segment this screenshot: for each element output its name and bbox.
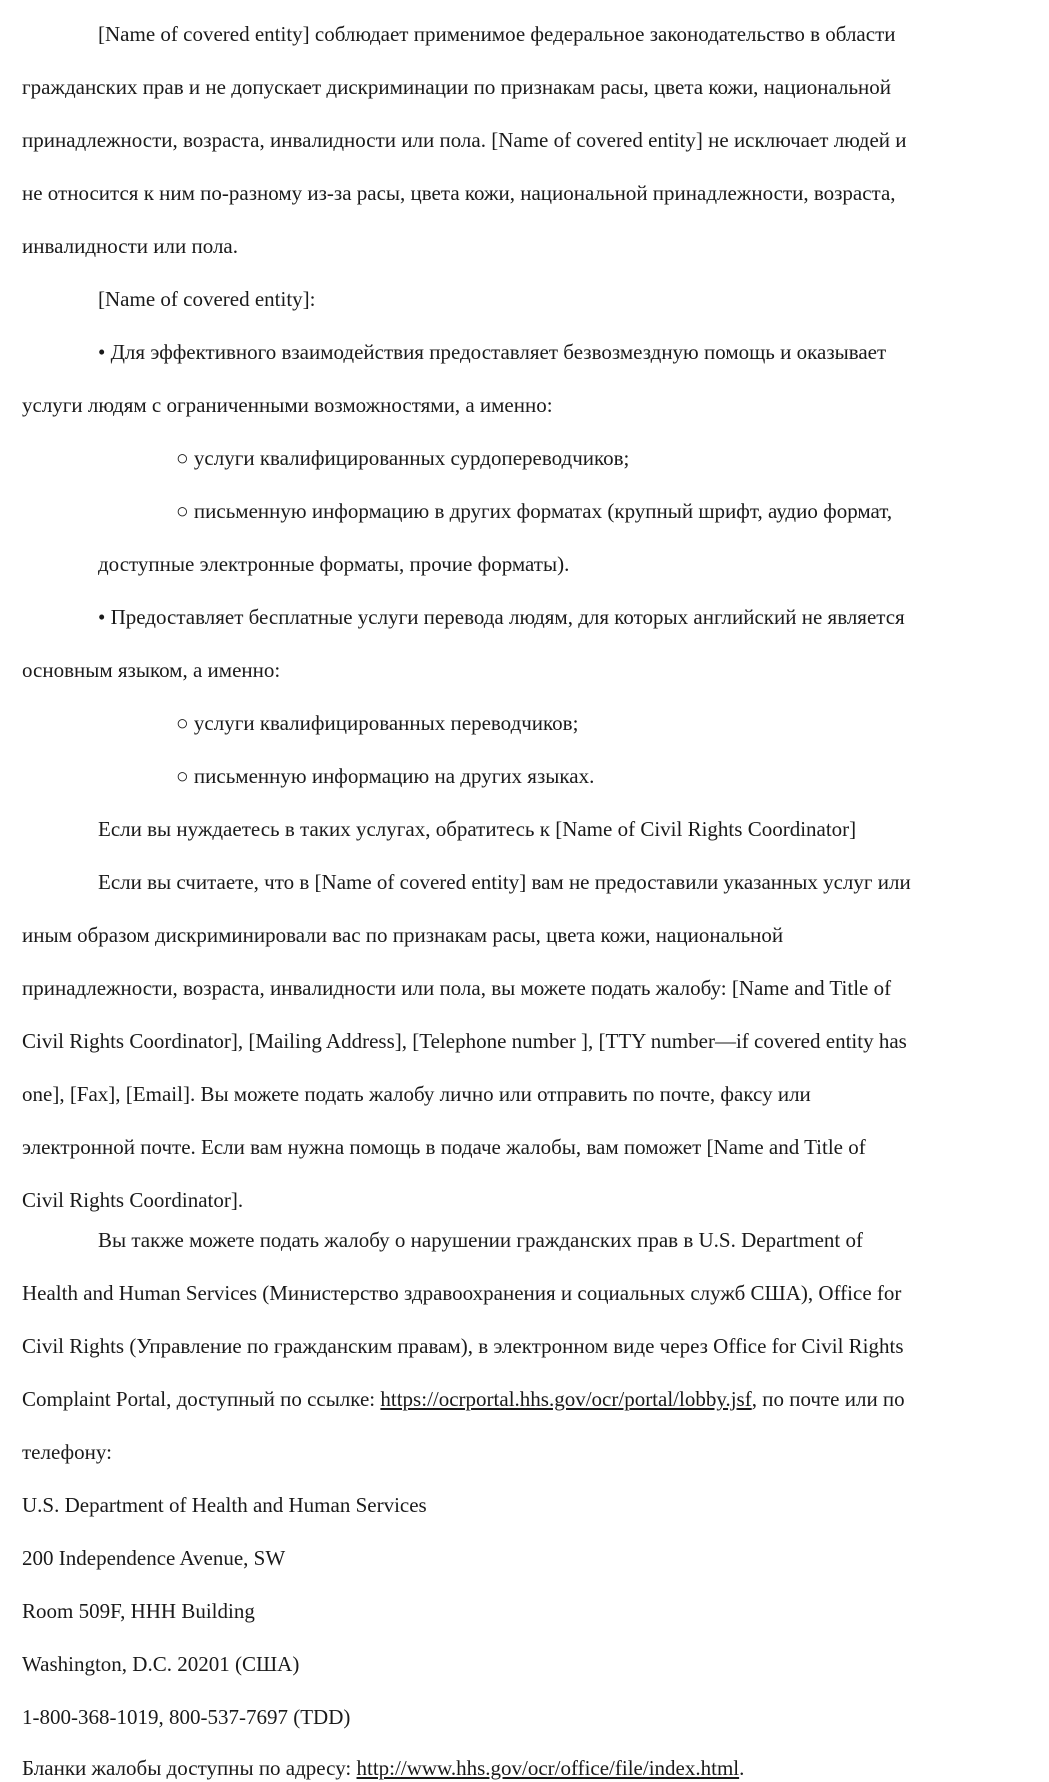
bullet1-line: • Для эффективного взаимодействия предоставляет безвозмездную помощь и оказывает [98,340,887,364]
address-line: 200 Independence Avenue, SW [22,1546,286,1570]
address-line: Washington, D.C. 20201 (США) [22,1652,300,1676]
bullet1-line: услуги людям с ограниченными возможностями, а именно: [22,393,553,417]
para1-line: не относится к ним по-разному из-за расы, цвета кожи, национальной принадлежности, возраста, [22,181,896,205]
address-line: U.S. Department of Health and Human Services [22,1493,427,1517]
complaint-line: иным образом дискриминировали вас по признакам расы, цвета кожи, национальной [22,923,784,947]
para1-line: принадлежности, возраста, инвалидности или пола. [Name of covered entity] не исключает людей и [22,128,907,152]
hhs-line: Вы также можете подать жалобу о нарушении гражданских прав в U.S. Department of [98,1228,863,1252]
complaint-line: Civil Rights Coordinator], [Mailing Address], [Telephone number ], [TTY number—if covered entity has [22,1029,907,1053]
complaint-line: one], [Fax], [Email]. Вы можете подать жалобу лично или отправить по почте, факсу или [22,1082,811,1106]
portal-link[interactable]: https://ocrportal.hhs.gov/ocr/portal/lobby.jsf [380,1387,752,1411]
bullet2-line: основным языком, а именно: [22,658,281,682]
bullet1-sub-item: ○ услуги квалифицированных сурдопереводчиков; [176,446,630,470]
bullet2-line: • Предоставляет бесплатные услуги перевода людям, для которых английский не является [98,605,905,629]
hhs-line: Civil Rights (Управление по гражданским правам), в электронном виде через Office for Civil Rights [22,1334,904,1358]
entity-label: [Name of covered entity]: [98,287,316,311]
para1-line: [Name of covered entity] соблюдает применимое федеральное законодательство в области [98,22,896,46]
bullet1-sub-item-cont: доступные электронные форматы, прочие форматы). [98,552,570,576]
complaint-line: Civil Rights Coordinator]. [22,1188,244,1212]
bullet2-sub-item: ○ услуги квалифицированных переводчиков; [176,711,579,735]
hhs-line: Health and Human Services (Министерство здравоохранения и социальных служб США), Office for [22,1281,902,1305]
forms-prefix: Бланки жалобы доступны по адресу: [22,1756,357,1780]
complaint-line: электронной почте. Если вам нужна помощь в подаче жалобы, вам поможет [Name and Title of [22,1135,866,1159]
bullet2-sub-item: ○ письменную информацию на других языках. [176,764,595,788]
complaint-line: Если вы считаете, что в [Name of covered entity] вам не предоставили указанных услуг или [98,870,911,894]
portal-line [22,1386,905,1412]
para1-line: инвалидности или пола. [22,234,238,258]
portal-last-line: телефону: [22,1440,112,1464]
portal-suffix: , по почте или по [751,1387,905,1411]
forms-link[interactable]: http://www.hhs.gov/ocr/office/file/index.html [356,1756,740,1780]
portal-prefix: Complaint Portal, доступный по ссылке: [22,1387,381,1411]
complaint-line: принадлежности, возраста, инвалидности или пола, вы можете подать жалобу: [Name and Title of [22,976,892,1000]
address-line: Room 509F, HHH Building [22,1599,255,1623]
contact-line: Если вы нуждаетесь в таких услугах, обратитесь к [Name of Civil Rights Coordinator] [98,817,857,841]
bullet1-sub-item: ○ письменную информацию в других форматах (крупный шрифт, аудио формат, [176,499,893,523]
forms-line [22,1755,744,1781]
phone-line: 1-800-368-1019, 800-537-7697 (TDD) [22,1705,351,1729]
para1-line: гражданских прав и не допускает дискриминации по признакам расы, цвета кожи, национальной [22,75,891,99]
forms-suffix: . [739,1756,745,1780]
